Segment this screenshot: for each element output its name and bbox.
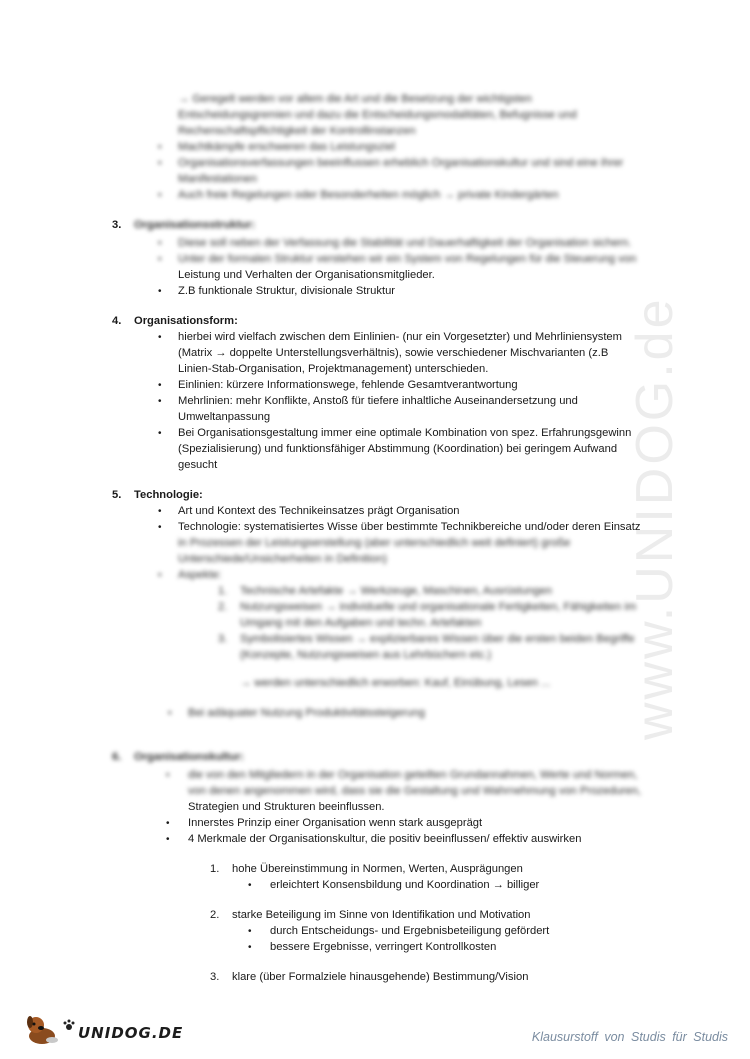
- bullet: •: [158, 286, 162, 297]
- text-line: → werden unterschiedlich erworben: Kauf, Einübung, Lesen ...: [240, 677, 551, 689]
- text-line: Unterschiede/Unsicherheiten in Definition): [178, 553, 387, 565]
- bullet: •: [248, 942, 252, 953]
- bullet: •: [158, 396, 162, 407]
- paw-icon: [62, 1018, 76, 1032]
- text-line: Linien-Stab-Organisation, Projektmanagement) unterschieden.: [178, 363, 489, 375]
- list-number: 3.: [218, 633, 228, 645]
- text-line: Auch freie Regelungen oder Besonderheiten möglich → private Kindergärten: [178, 189, 559, 201]
- bullet: •: [158, 254, 162, 265]
- text-line: Entscheidungsgremien und dazu die Entscheidungsmodalitäten, Befugnisse und: [178, 109, 577, 121]
- text-line: Organisationsverfassungen beeinflussen erheblich Organisationskultur und sind eine ihrer: [178, 157, 624, 169]
- text-line: Manifestationen: [178, 173, 257, 185]
- bullet: •: [158, 332, 162, 343]
- text-line: hohe Übereinstimmung in Normen, Werten, Ausprägungen: [232, 863, 523, 875]
- text-line: hierbei wird vielfach zwischen dem Einlinien- (nur ein Vorgesetzter) und Mehrliniensystem: [178, 331, 622, 343]
- text-line: Unter der formalen Struktur verstehen wir ein System von Regelungen für die Steuerung von: [178, 253, 637, 265]
- text-line: Strategien und Strukturen beeinflussen.: [188, 801, 385, 813]
- text-line: Mehrlinien: mehr Konflikte, Anstoß für tiefere inhaltliche Auseinandersetzung und: [178, 395, 578, 407]
- text-line: (Konzepte, Nutzungsweisen aus Lehrbüchern etc.): [240, 649, 492, 661]
- text-line: durch Entscheidungs- und Ergebnisbeteiligung gefördert: [270, 925, 550, 937]
- logo-text: UNIDOG.DE: [78, 1024, 184, 1042]
- text-line: klare (über Formalziele hinausgehende) Bestimmung/Vision: [232, 971, 529, 983]
- bullet: •: [158, 380, 162, 391]
- text-line: Diese soll neben der Verfassung die Stabilität und Dauerhaftigkeit der Organisation sichern.: [178, 237, 632, 249]
- text-line: Aspekte:: [178, 569, 222, 581]
- bullet: •: [168, 708, 172, 719]
- text-line: Symbolisiertes Wissen → explizierbares Wissen über die ersten beiden Begriffe: [240, 633, 635, 645]
- bullet: •: [166, 770, 170, 781]
- text-line: gesucht: [178, 459, 218, 471]
- text-line: Bei adäquater Nutzung Produktivitätssteigerung: [188, 707, 425, 719]
- text-line: 4 Merkmale der Organisationskultur, die positiv beeinflussen/ effektiv auswirken: [188, 833, 582, 845]
- dog-icon: [22, 1012, 62, 1046]
- bullet: •: [248, 880, 252, 891]
- text-line: starke Beteiligung im Sinne von Identifikation und Motivation: [232, 909, 531, 921]
- text-line: die von den Mitgliedern in der Organisation geteilten Grundannahmen, Werte und Normen,: [188, 769, 638, 781]
- unidog-logo: [22, 1012, 184, 1046]
- text-line: Nutzungsweisen → individuelle und organisationale Fertigkeiten, Fähigkeiten im: [240, 601, 637, 613]
- text-line: Leistung und Verhalten der Organisationsmitglieder.: [178, 269, 435, 281]
- bullet: •: [248, 926, 252, 937]
- text-line: Technische Artefakte → Werkzeuge, Maschinen, Ausrüstungen: [240, 585, 552, 597]
- section-number: 6.: [112, 751, 122, 763]
- text-line: Einlinien: kürzere Informationswege, fehlende Gesamtverantwortung: [178, 379, 518, 391]
- footer-tagline: Klausurstoff von Studis für Studis: [531, 1030, 728, 1044]
- list-number: 2.: [218, 601, 228, 613]
- section-title: Organisationsstruktur:: [134, 219, 256, 231]
- text-line: (Spezialisierung) und funktionsfähiger Abstimmung (Koordination) bei geringem Aufwand: [178, 443, 618, 455]
- text-line: Z.B funktionale Struktur, divisionale Struktur: [178, 285, 396, 297]
- bullet: •: [166, 818, 170, 829]
- text-line: in Prozessen der Leistungserstellung (aber unterschiedlich weit definiert) große: [178, 537, 571, 549]
- list-number: 3.: [210, 971, 220, 983]
- bullet: •: [158, 190, 162, 201]
- watermark-text: www.UNIDOG.de: [626, 296, 684, 740]
- bullet: •: [158, 158, 162, 169]
- text-line: von denen angenommen wird, dass sie die Gestaltung und Wahrnehmung von Prozeduren,: [188, 785, 641, 797]
- text-line: Art und Kontext des Technikeinsatzes prägt Organisation: [178, 505, 460, 517]
- section-number: 4.: [112, 315, 122, 327]
- text-line: Innerstes Prinzip einer Organisation wenn stark ausgeprägt: [188, 817, 483, 829]
- text-line: Umgang mit den Aufgaben und techn. Artefakten: [240, 617, 482, 629]
- bullet: •: [166, 834, 170, 845]
- list-number: 1.: [210, 863, 220, 875]
- list-number: 1.: [218, 585, 228, 597]
- section-title: Technologie:: [134, 489, 203, 501]
- section-title: Organisationskultur:: [134, 751, 245, 763]
- bullet: •: [158, 428, 162, 439]
- bullet: •: [158, 142, 162, 153]
- bullet: •: [158, 570, 162, 581]
- section-title: Organisationsform:: [134, 315, 238, 327]
- section-number: 5.: [112, 489, 122, 501]
- bullet: •: [158, 238, 162, 249]
- text-line: bessere Ergebnisse, verringert Kontrollkosten: [270, 941, 497, 953]
- text-line: Rechenschaftspflichtigkeit der Kontrollinstanzen: [178, 125, 416, 137]
- text-line: Umweltanpassung: [178, 411, 271, 423]
- section-number: 3.: [112, 219, 122, 231]
- bullet: •: [158, 522, 162, 533]
- text-line: Machtkämpfe erschweren das Leistungsziel: [178, 141, 396, 153]
- text-line: (Matrix → doppelte Unterstellungsverhältnis), sowie verschiedener Mischvarianten (z.B: [178, 347, 609, 359]
- text-line: Technologie: systematisiertes Wisse über bestimmte Technikbereiche und/oder deren Einsatz: [178, 521, 641, 533]
- text-line: Bei Organisationsgestaltung immer eine optimale Kombination von spez. Erfahrungsgewinn: [178, 427, 632, 439]
- bullet: •: [158, 506, 162, 517]
- text-line: erleichtert Konsensbildung und Koordination → billiger: [270, 879, 540, 891]
- list-number: 2.: [210, 909, 220, 921]
- text-line: → Geregelt werden vor allem die Art und die Besetzung der wichtigsten: [178, 93, 532, 105]
